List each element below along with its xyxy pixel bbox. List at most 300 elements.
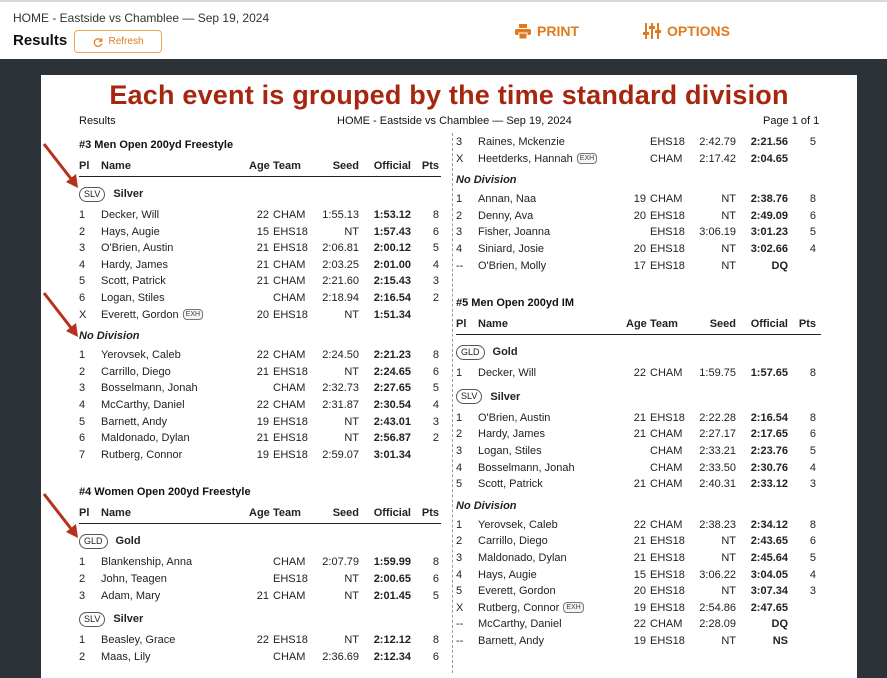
result-row[interactable] [79,290,441,307]
division-label: No Division [456,499,517,512]
official-time: 1:51.34 [373,308,411,321]
exhibition-badge: EXH [183,309,203,320]
result-row[interactable] [456,517,821,534]
swimmer-name-text: Decker, Will [478,367,537,380]
official-time: 2:23.76 [750,444,788,457]
points: 4 [432,258,439,271]
age: 22 [256,349,269,362]
result-row[interactable] [79,649,441,666]
official-time: 2:16.54 [373,291,411,304]
place: 1 [79,349,86,362]
seed-time: 2:54.86 [699,601,736,614]
swimmer-name-text: Maldonado, Dylan [101,432,190,445]
points: 8 [809,367,816,380]
team: CHAM [273,382,306,395]
points: 3 [432,415,439,428]
place: 6 [79,291,86,304]
result-row[interactable] [79,307,441,324]
result-row[interactable] [456,550,821,567]
result-row[interactable] [79,207,441,224]
division-header [79,606,441,632]
seed-time: 2:06.81 [322,242,359,255]
division-header [456,169,821,191]
official-time: 2:43.01 [373,415,411,428]
place: 4 [79,258,86,271]
team: CHAM [273,556,306,569]
team: EHS18 [650,209,685,222]
swimmer-name-text: Barnett, Andy [478,634,545,647]
place: 2 [456,209,463,222]
points: 5 [432,242,439,255]
swimmer-name [101,447,249,464]
age: 21 [633,478,646,491]
swimmer-name-text: Carrillo, Diego [478,535,548,548]
age: 20 [633,209,646,222]
print-label: PRINT [537,23,579,39]
age [626,134,646,151]
seed-time: NT [721,585,736,598]
age [249,554,269,571]
swimmer-name [101,430,249,447]
result-row[interactable] [79,588,441,605]
place: 1 [79,209,86,221]
swimmer-name [478,365,626,382]
age [626,460,646,477]
team: CHAM [650,428,683,441]
team: EHS18 [273,448,308,461]
age: 21 [633,535,646,548]
seed-time: 2:59.07 [322,448,359,461]
division-header [456,495,821,517]
official-time: 2:27.65 [373,382,411,395]
points: 8 [809,193,816,206]
division-header [79,528,441,554]
team: EHS18 [650,411,685,424]
team: EHS18 [650,535,685,548]
print-button[interactable] [515,23,579,39]
division-badge: GLD [79,534,108,549]
column-header-name: Name [101,159,131,172]
seed-time: 2:33.21 [699,444,736,457]
results-page [41,75,857,678]
age: 22 [256,398,269,411]
result-row[interactable] [79,257,441,274]
swimmer-name-text: Scott, Patrick [101,275,166,288]
swimmer-name [101,273,249,290]
swimmer-name-text: Rutberg, Connor [101,448,183,461]
seed-time: NT [344,415,359,428]
swimmer-name [478,134,626,151]
place: 2 [79,572,86,585]
team: EHS18 [273,365,308,378]
column-header-pl: Pl [79,160,90,172]
division-header [79,181,441,207]
points: 6 [809,535,816,548]
team: EHS18 [650,226,685,239]
column-header-seed: Seed [332,507,359,520]
team: EHS18 [650,136,685,148]
points: 6 [432,225,439,238]
place: 3 [79,589,86,602]
swimmer-name-text: Denny, Ava [478,209,534,222]
page-header-center: HOME - Eastside vs Chamblee — Sep 19, 2024 [337,115,572,127]
points: 2 [432,432,439,445]
age [626,224,646,241]
age: 21 [256,258,269,271]
result-row[interactable] [456,224,821,241]
swimmer-name [101,307,249,324]
division-label: No Division [456,174,517,187]
result-row[interactable] [456,258,821,275]
result-row[interactable] [79,380,441,397]
official-time: 1:53.12 [373,209,411,221]
seed-time: NT [721,193,736,206]
official-time: 3:04.05 [750,568,788,581]
official-time: 2:15.43 [373,275,411,288]
division-label: No Division [79,330,140,343]
points: 4 [809,568,816,581]
seed-time: 2:38.23 [699,518,736,531]
result-row[interactable] [456,443,821,460]
column-header-name: Name [478,317,508,330]
official-time: 2:01.45 [373,589,411,602]
team: CHAM [273,209,306,221]
event-title: #3 Men Open 200yd Freestyle [79,139,234,151]
points [788,600,816,617]
age: 19 [256,415,269,428]
result-row[interactable] [79,347,441,364]
result-row[interactable] [79,273,441,290]
options-label: OPTIONS [667,23,731,39]
result-row[interactable] [456,410,821,427]
age: 19 [633,601,646,614]
result-row[interactable] [456,208,821,225]
points: 6 [809,209,816,222]
swimmer-name-text: Decker, Will [101,209,160,221]
place: X [79,308,87,321]
place: 4 [456,242,463,255]
swimmer-name-text: Bosselmann, Jonah [101,382,198,395]
arrow-icon [40,140,84,192]
division-badge: SLV [79,612,105,627]
official-time: 2:45.64 [750,551,788,564]
swimmer-name [478,533,626,550]
swimmer-name [101,649,249,666]
column-header-name: Name [101,506,131,519]
seed-time: 2:07.79 [322,556,359,569]
seed-time: NT [344,365,359,378]
swimmer-name [478,460,626,477]
swimmer-name-text: Annan, Naa [478,193,537,206]
age: 22 [633,518,646,531]
column-header-age: Age [249,507,270,520]
place: X [456,152,464,165]
seed-time: 3:06.22 [699,568,736,581]
swimmer-name-text: Raines, Mckenzie [478,136,565,148]
place: 1 [456,411,463,424]
points: 6 [432,365,439,378]
place: 2 [79,225,86,238]
swimmer-name-text: Siniard, Josie [478,242,545,255]
swimmer-name [101,240,249,257]
column-header-age: Age [626,318,647,331]
result-row[interactable] [79,397,441,414]
seed-time: 3:06.19 [699,226,736,239]
place: -- [456,259,464,272]
result-row[interactable] [456,476,821,493]
options-button[interactable] [643,23,730,39]
results-column-right [456,130,821,649]
swimmer-name [478,224,626,241]
result-row[interactable] [456,600,821,617]
points: 5 [809,226,816,239]
seed-time: 2:32.73 [322,382,359,395]
points [788,633,816,650]
seed-time: 2:17.42 [699,152,736,165]
result-row[interactable] [79,632,441,649]
age: 21 [633,411,646,424]
refresh-button[interactable] [74,30,162,53]
swimmer-name-text: Logan, Stiles [478,444,542,457]
result-row[interactable] [456,460,821,477]
official-time: 3:01.23 [750,226,788,239]
division-header [456,339,821,365]
column-header-pts: Pts [798,318,816,331]
refresh-icon [92,36,104,48]
swimmer-name-text: Scott, Patrick [478,478,543,491]
seed-time: 1:55.13 [322,209,359,221]
place: 2 [456,535,463,548]
swimmer-name-text: Everett, Gordon [478,585,556,598]
result-row[interactable] [456,633,821,650]
team: CHAM [650,518,683,531]
swimmer-name-text: Rutberg, Connor [478,601,560,614]
swimmer-name-text: O'Brien, Molly [478,259,547,272]
swimmer-name-text: McCarthy, Daniel [101,398,185,411]
age: 20 [256,308,269,321]
swimmer-name [101,554,249,571]
team: EHS18 [273,432,308,445]
result-row[interactable] [456,151,821,168]
team: EHS18 [650,242,685,255]
official-time: 2:30.54 [373,398,411,411]
result-row[interactable] [456,533,821,550]
official-time: 2:56.87 [373,432,411,445]
swimmer-name-text: Blankenship, Anna [101,556,193,569]
result-row[interactable] [79,571,441,588]
official-time: 2:34.12 [750,518,788,531]
age [249,571,269,588]
result-row[interactable] [79,554,441,571]
place: 1 [79,556,86,569]
swimmer-name [101,414,249,431]
age: 20 [633,242,646,255]
column-header-row [79,503,441,524]
division-header [79,325,441,347]
age: 22 [633,367,646,380]
seed-time: NT [721,209,736,222]
seed-time: 2:28.09 [699,618,736,631]
result-row[interactable] [79,414,441,431]
column-header-official: Official [750,318,788,331]
team: CHAM [650,367,683,380]
team: CHAM [650,152,683,165]
age: 21 [256,365,269,378]
place: 4 [456,568,463,581]
result-row[interactable] [456,191,821,208]
place: X [456,601,464,614]
seed-time: NT [344,589,359,602]
result-row[interactable] [79,430,441,447]
printer-icon [515,24,531,39]
division-badge: SLV [79,187,105,202]
points: 6 [432,572,439,585]
seed-time: 2:36.69 [322,650,359,663]
age [626,151,646,168]
age: 21 [633,428,646,441]
page-header-left: Results [79,115,116,127]
team: CHAM [273,275,306,288]
result-row[interactable] [456,365,821,382]
result-row[interactable] [456,241,821,258]
column-header-team: Team [650,318,678,331]
swimmer-name [478,600,626,617]
team: CHAM [273,589,306,602]
age: 19 [633,193,646,206]
division-label: Gold [492,346,518,359]
team: EHS18 [650,585,685,598]
swimmer-name [478,443,626,460]
event-spacer [456,274,821,288]
swimmer-name-text: Beasley, Grace [101,634,176,647]
points: 5 [809,551,816,564]
team: CHAM [650,478,683,491]
team: CHAM [273,291,306,304]
place: 5 [79,275,86,288]
age [626,443,646,460]
column-header-age: Age [249,160,270,172]
swimmer-name-text: Barnett, Andy [101,415,168,428]
seed-time: 2:33.50 [699,461,736,474]
swimmer-name [101,571,249,588]
division-label: Silver [113,613,144,626]
column-header-team: Team [273,507,301,520]
points: 8 [432,634,439,647]
result-row[interactable] [456,426,821,443]
team: EHS18 [650,634,685,647]
age [249,380,269,397]
official-time: 3:01.34 [373,448,411,461]
swimmer-name-text: Maas, Lily [101,650,151,663]
points: 5 [432,589,439,602]
age: 21 [633,551,646,564]
team: CHAM [650,618,683,631]
place: 5 [456,585,463,598]
swimmer-name-text: McCarthy, Daniel [478,618,562,631]
result-row[interactable] [79,240,441,257]
result-row[interactable] [456,567,821,584]
official-time: 2:47.65 [750,601,788,614]
result-row[interactable] [456,134,821,151]
refresh-label: Refresh [108,36,144,47]
place: 3 [456,136,463,148]
place: 3 [456,226,463,239]
column-header-official: Official [373,507,411,520]
points: 4 [432,398,439,411]
age: 15 [633,568,646,581]
official-time: 2:21.23 [373,349,411,362]
team: EHS18 [273,415,308,428]
age: 19 [256,448,269,461]
official-time: 2:00.12 [373,242,411,255]
team: CHAM [650,461,683,474]
place: 3 [456,444,463,457]
breadcrumb[interactable]: HOME - Eastside vs Chamblee — Sep 19, 2024 [13,11,270,25]
official-time: 2:16.54 [750,411,788,424]
place: 4 [456,461,463,474]
swimmer-name [478,208,626,225]
team: EHS18 [273,242,308,255]
points: 8 [432,349,439,362]
division-badge: GLD [456,345,485,360]
swimmer-name [101,364,249,381]
seed-time: 2:40.31 [699,478,736,491]
points: 5 [432,382,439,395]
column-header-official: Official [373,160,411,172]
points: 8 [432,556,439,569]
points: 5 [809,136,816,148]
official-time: 2:38.76 [750,193,788,206]
page-title: Results [13,32,68,49]
swimmer-name-text: Yerovsek, Caleb [101,349,181,362]
result-row[interactable] [456,583,821,600]
place: -- [456,618,464,631]
place: 5 [79,415,86,428]
official-time: NS [772,634,788,647]
place: 1 [456,193,463,206]
swimmer-name [101,290,249,307]
column-header-pl: Pl [79,507,90,520]
seed-time: NT [344,308,359,321]
swimmer-name [478,410,626,427]
swimmer-name-text: O'Brien, Austin [478,411,551,424]
official-time: 2:12.34 [373,650,411,663]
result-row[interactable] [456,616,821,633]
team: CHAM [273,398,306,411]
result-row[interactable] [79,364,441,381]
official-time: 2:12.12 [373,634,411,647]
swimmer-name-text: John, Teagen [101,572,167,585]
swimmer-name [101,257,249,274]
swimmer-name [478,633,626,650]
points [788,616,816,633]
place: 1 [79,634,86,647]
sliders-icon [643,23,661,39]
event-spacer [79,463,441,477]
swimmer-name-text: Adam, Mary [101,589,161,602]
result-row[interactable] [79,224,441,241]
place: 6 [79,432,86,445]
team: EHS18 [650,259,685,272]
seed-time: 2:31.87 [322,398,359,411]
points: 2 [432,291,439,304]
points: 5 [809,444,816,457]
swimmer-name-text: Bosselmann, Jonah [478,461,575,474]
page-header-page-number: Page 1 of 1 [763,115,820,127]
seed-time: 2:18.94 [322,291,359,304]
result-row[interactable] [79,447,441,464]
column-divider [452,133,453,673]
